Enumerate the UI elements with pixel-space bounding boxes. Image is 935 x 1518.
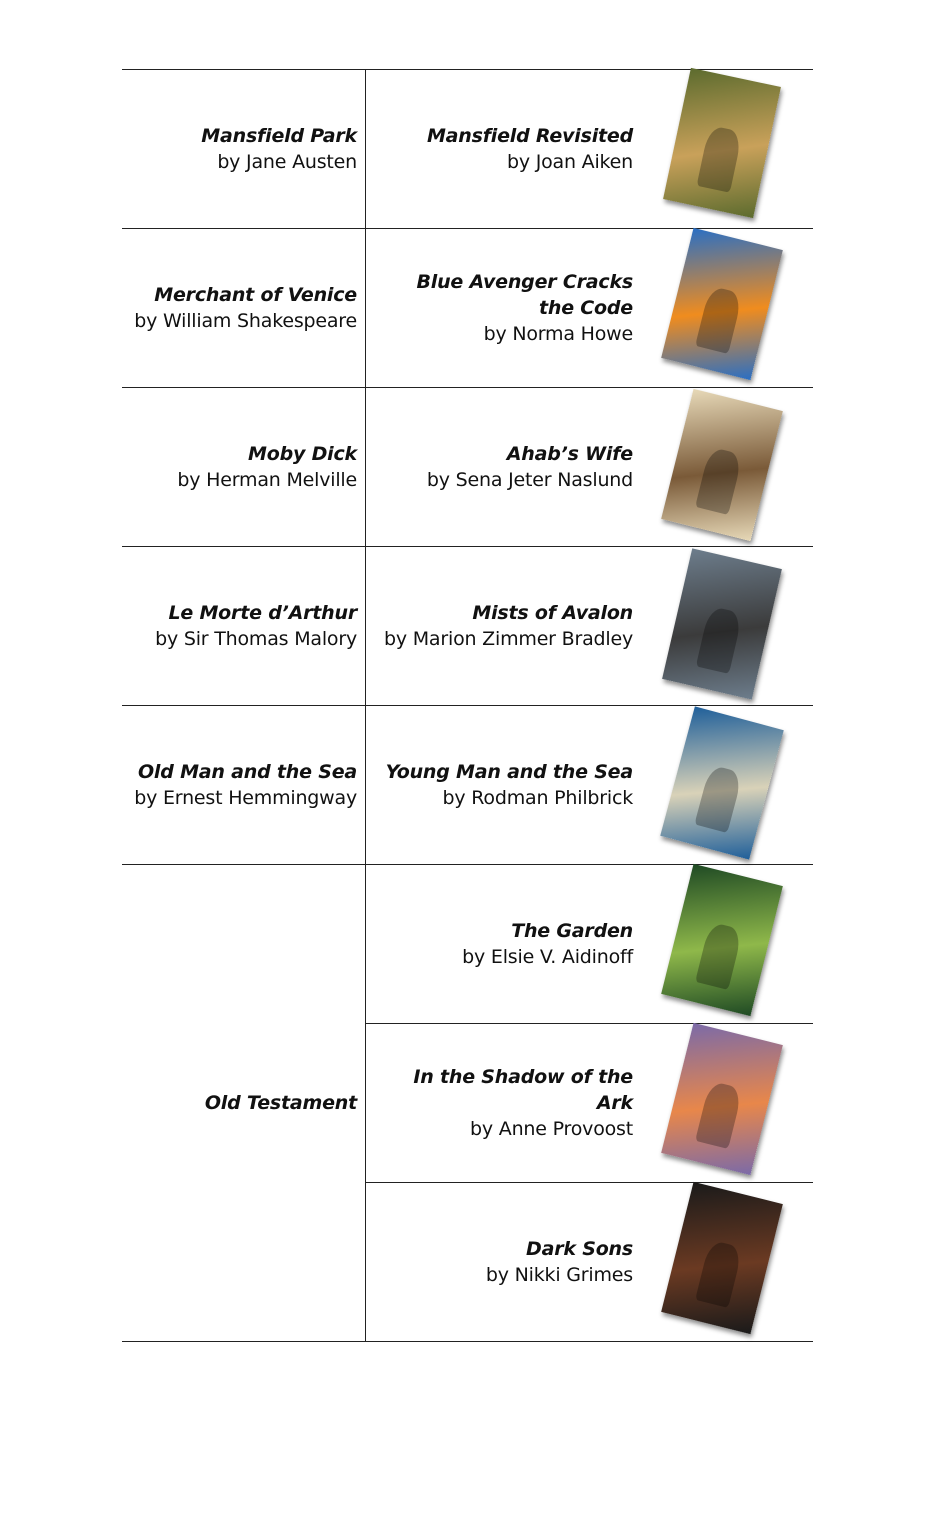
adaptations-cell [366, 547, 813, 705]
original-work-cell [122, 388, 366, 546]
original-work-cell [122, 547, 366, 705]
adaptation-author: by Rodman Philbrick [442, 787, 633, 809]
adaptation-title: Dark Sons [526, 1238, 633, 1260]
table-row [122, 387, 813, 546]
the-garden-cover [661, 864, 783, 1016]
adaptation-item [366, 70, 813, 228]
original-author: by Sir Thomas Malory [155, 628, 357, 650]
original-author: by Herman Melville [177, 469, 357, 491]
adaptation-item [366, 1023, 813, 1182]
ahabs-wife-cover [661, 389, 783, 541]
adaptation-author: by Joan Aiken [506, 151, 633, 173]
cover-art [695, 447, 743, 515]
adaptation-item [366, 388, 813, 546]
original-title: Le Morte d’Arthur [168, 602, 357, 624]
adaptation-item [366, 229, 813, 387]
cover-art [695, 1240, 743, 1308]
adaptation-author: by Sena Jeter Naslund [426, 469, 633, 491]
original-title: Moby Dick [248, 443, 357, 465]
adaptation-item [366, 706, 813, 864]
adaptation-author: by Marion Zimmer Bradley [384, 628, 633, 650]
original-title: Mansfield Park [201, 125, 357, 147]
table-row [122, 864, 813, 1342]
original-title: Old Testament [204, 1092, 357, 1114]
shadow-of-the-ark-cover [661, 1023, 783, 1175]
original-author: by Jane Austen [217, 151, 357, 173]
adaptation-author: by Anne Provoost [470, 1118, 633, 1140]
adaptations-cell [366, 70, 813, 228]
cover-art [696, 606, 743, 674]
adaptation-title: Mansfield Revisited [426, 125, 633, 147]
blue-avenger-cover [661, 228, 783, 380]
cover-art [697, 125, 743, 193]
table-row [122, 228, 813, 387]
adaptation-author: by Nikki Grimes [485, 1264, 633, 1286]
book-comparison-table [122, 69, 813, 1342]
adaptations-cell [366, 865, 813, 1341]
adaptation-item [366, 1182, 813, 1341]
adaptation-item [366, 547, 813, 705]
adaptations-cell [366, 706, 813, 864]
adaptation-author: by Elsie V. Aidinoff [462, 946, 633, 968]
original-title: Old Man and the Sea [137, 761, 357, 783]
adaptation-title: Ahab’s Wife [506, 443, 633, 465]
adaptations-cell [366, 388, 813, 546]
original-author: by Ernest Hemmingway [134, 787, 357, 809]
dark-sons-cover [661, 1182, 783, 1334]
young-man-and-the-sea-cover [660, 706, 784, 859]
adaptation-title: Mists of Avalon [472, 602, 633, 624]
original-work-cell [122, 229, 366, 387]
original-work-cell [122, 706, 366, 864]
adaptations-cell [366, 229, 813, 387]
table-row [122, 705, 813, 864]
cover-art [695, 286, 743, 354]
adaptation-item [366, 865, 813, 1023]
original-title: Merchant of Venice [154, 284, 357, 306]
adaptation-title: Young Man and the Sea [385, 761, 633, 783]
table-row [122, 69, 813, 228]
original-author: by William Shakespeare [134, 310, 357, 332]
adaptation-title: The Garden [511, 920, 633, 942]
adaptation-title: Blue Avenger Cracks the Code [416, 271, 633, 319]
cover-art [695, 1081, 743, 1149]
cover-art [694, 764, 743, 833]
mists-of-avalon-cover [662, 548, 782, 699]
original-work-cell [122, 865, 366, 1341]
original-work-cell [122, 70, 366, 228]
cover-art [695, 922, 743, 990]
mansfield-revisited-cover [663, 68, 781, 218]
table-row [122, 546, 813, 705]
adaptation-title: In the Shadow of the Ark [413, 1066, 633, 1114]
adaptation-author: by Norma Howe [483, 323, 633, 345]
